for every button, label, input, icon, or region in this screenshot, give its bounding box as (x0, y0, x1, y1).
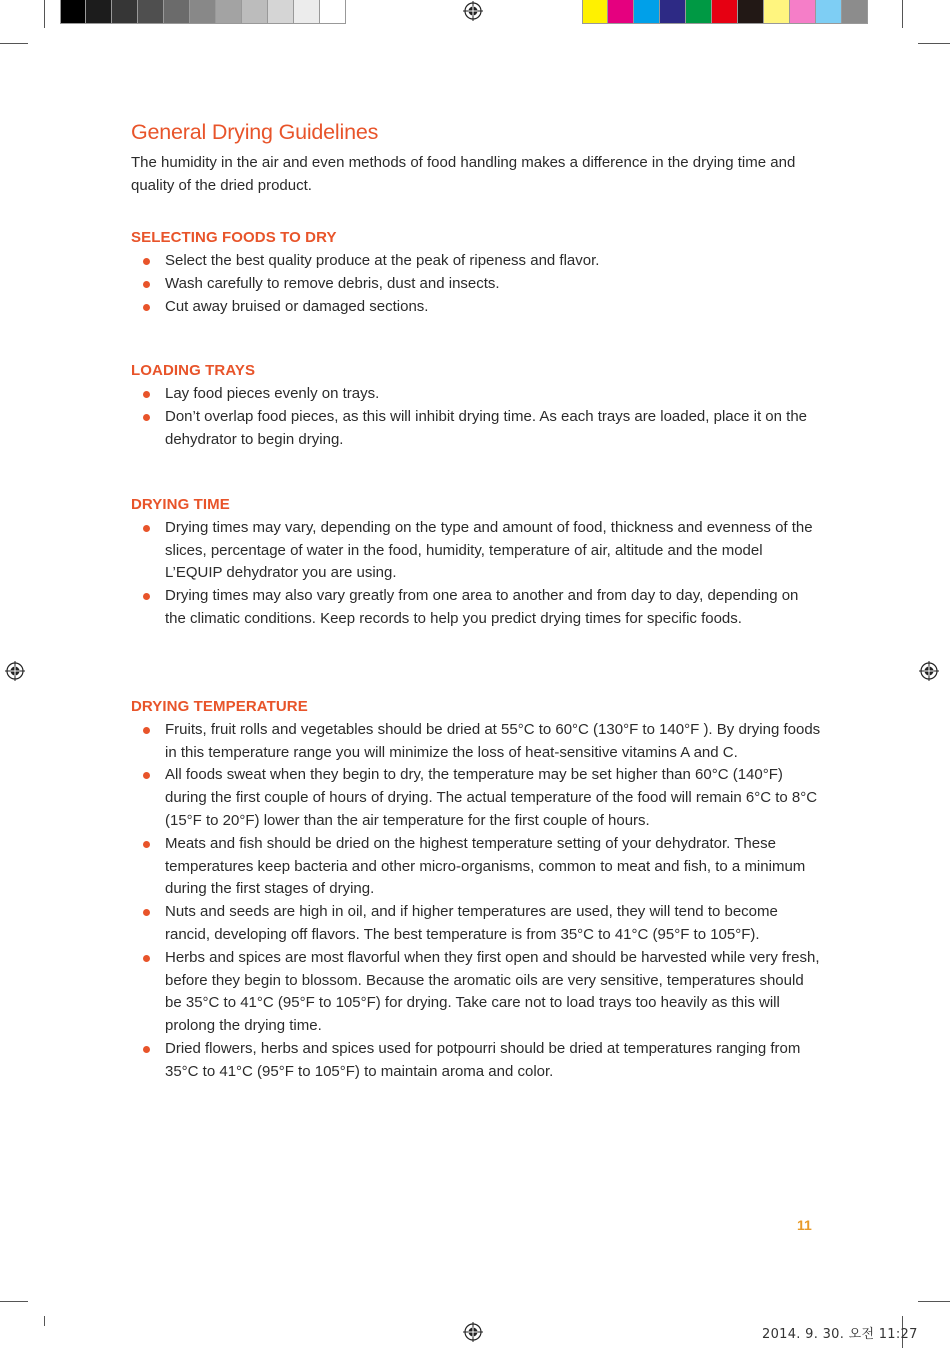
color-swatch (686, 0, 712, 24)
crop-mark (0, 1301, 28, 1302)
color-swatch (790, 0, 816, 24)
page-number: 11 (797, 1217, 812, 1233)
color-swatch (842, 0, 868, 24)
list-item-text: Don’t overlap food pieces, as this will inhibit drying time. As each trays are loaded, place it on the dehydrator to begin drying. (165, 408, 808, 448)
color-swatch (660, 0, 686, 24)
bullet-icon (143, 841, 150, 848)
crop-mark (918, 43, 950, 44)
color-swatch (268, 0, 294, 24)
section-selecting-foods (131, 229, 821, 318)
bullet-icon (143, 955, 150, 962)
list-item-text: All foods sweat when they begin to dry, the temperature may be set higher than 60°C (140°F) during the first couple of hours of drying. The actual temperature of the food will remain 6°C to 8°C (15°F to 20°F) lower than the air temperature for the first couple of hours. (165, 766, 818, 829)
color-swatch (138, 0, 164, 24)
list-item-text: Drying times may also vary greatly from one area to another and from day to day, depending on the climatic conditions. Keep records to help you predict drying times for specific foods. (165, 587, 799, 627)
list-item-text: Dried flowers, herbs and spices used for potpourri should be dried at temperatures ranging from 35°C to 41°C (95°F to 105°F) to maintain aroma and color. (165, 1039, 801, 1080)
color-swatch (190, 0, 216, 24)
section-drying-time (131, 496, 821, 631)
page-title: General Drying Guidelines (131, 120, 379, 144)
color-swatch (242, 0, 268, 24)
crop-mark (44, 1316, 45, 1326)
bullet-list (131, 517, 821, 631)
list-item (131, 273, 821, 296)
list-item-text: Lay food pieces evenly on trays. (165, 385, 380, 403)
color-swatch (738, 0, 764, 24)
bullet-icon (143, 391, 150, 398)
list-item (131, 833, 821, 901)
color-swatch (216, 0, 242, 24)
list-item-text: Select the best quality produce at the peak of ripeness and flavor. (165, 252, 600, 269)
bullet-icon (143, 593, 150, 600)
list-item (131, 296, 821, 319)
section-drying-temperature (131, 698, 821, 1084)
color-swatch (582, 0, 608, 24)
list-item-text: Wash carefully to remove debris, dust and insects. (165, 274, 500, 292)
list-item (131, 719, 821, 765)
color-swatch (294, 0, 320, 24)
bullet-icon (143, 304, 150, 311)
list-item (131, 947, 821, 1038)
list-item-text: Nuts and seeds are high in oil, and if higher temperatures are used, they will tend to become rancid, developing off flavors. The best temperature is from 35°C to 41°C (95°F to 105°F). (165, 903, 778, 943)
list-item-text: Meats and fish should be dried on the highest temperature setting of your dehydrator. These temperatures keep bacteria and other micro-organisms, common to meat and fish, to a minimum during the first stages of drying. (165, 834, 806, 898)
list-item-text: Cut away bruised or damaged sections. (165, 297, 429, 315)
bullet-list (131, 719, 821, 1084)
section-heading: DRYING TIME (131, 495, 230, 513)
color-swatch (634, 0, 660, 24)
list-item-text: Fruits, fruit rolls and vegetables should be dried at 55°C to 60°C (130°F to 140°F ). By drying foods in this temperature range you will minimize the loss of heat-sensitive vitamins A and C. (165, 720, 821, 761)
list-item-text: Drying times may vary, depending on the type and amount of food, thickness and evenness of the slices, percentage of water in the food, humidity, temperature of air, altitude and the model L’EQUIP dehydrator you are using. (165, 518, 813, 582)
color-swatch (764, 0, 790, 24)
color-swatch (816, 0, 842, 24)
color-swatch (86, 0, 112, 24)
list-item (131, 764, 821, 832)
color-swatch (60, 0, 86, 24)
bullet-icon (143, 727, 150, 734)
bullet-icon (143, 281, 150, 288)
section-heading: SELECTING FOODS TO DRY (131, 229, 337, 246)
bullet-icon (143, 772, 150, 779)
bullet-list (131, 250, 821, 318)
intro-paragraph: The humidity in the air and even methods of food handling makes a difference in the drying time and quality of the dried product. (131, 154, 796, 194)
color-swatch (164, 0, 190, 24)
registration-mark-icon (463, 1322, 483, 1342)
process-color-bar (582, 0, 868, 24)
section-loading-trays (131, 362, 821, 451)
crop-mark (0, 43, 28, 44)
color-swatch (112, 0, 138, 24)
list-item (131, 406, 821, 452)
registration-mark-icon (5, 661, 25, 681)
list-item (131, 1038, 821, 1084)
bullet-list (131, 383, 821, 451)
crop-mark (918, 1301, 950, 1302)
color-swatch (320, 0, 346, 24)
list-item (131, 585, 821, 631)
registration-mark-icon (463, 1, 483, 21)
print-timestamp: 2014. 9. 30. 오전 11:27 (762, 1327, 918, 1342)
list-item (131, 250, 821, 273)
crop-mark (44, 0, 45, 28)
grayscale-color-bar (60, 0, 346, 24)
list-item (131, 383, 821, 406)
bullet-icon (143, 258, 150, 265)
bullet-icon (143, 525, 150, 532)
list-item-text: Herbs and spices are most flavorful when they first open and should be harvested while very fresh, before they begin to blossom. Because the aromatic oils are very sensitive, temperatures should be 35°C to 41°C (95°F to 105°F) for drying. Take care not to load trays too heavily as this will prolong the drying time. (165, 948, 820, 1035)
color-swatch (712, 0, 738, 24)
page-content (131, 120, 821, 1084)
bullet-icon (143, 1046, 150, 1053)
section-heading: DRYING TEMPERATURE (131, 697, 308, 715)
bullet-icon (143, 909, 150, 916)
registration-mark-icon (919, 661, 939, 681)
bullet-icon (143, 414, 150, 421)
crop-mark (902, 0, 903, 28)
list-item (131, 517, 821, 585)
section-heading: LOADING TRAYS (131, 362, 256, 380)
list-item (131, 901, 821, 947)
color-swatch (608, 0, 634, 24)
